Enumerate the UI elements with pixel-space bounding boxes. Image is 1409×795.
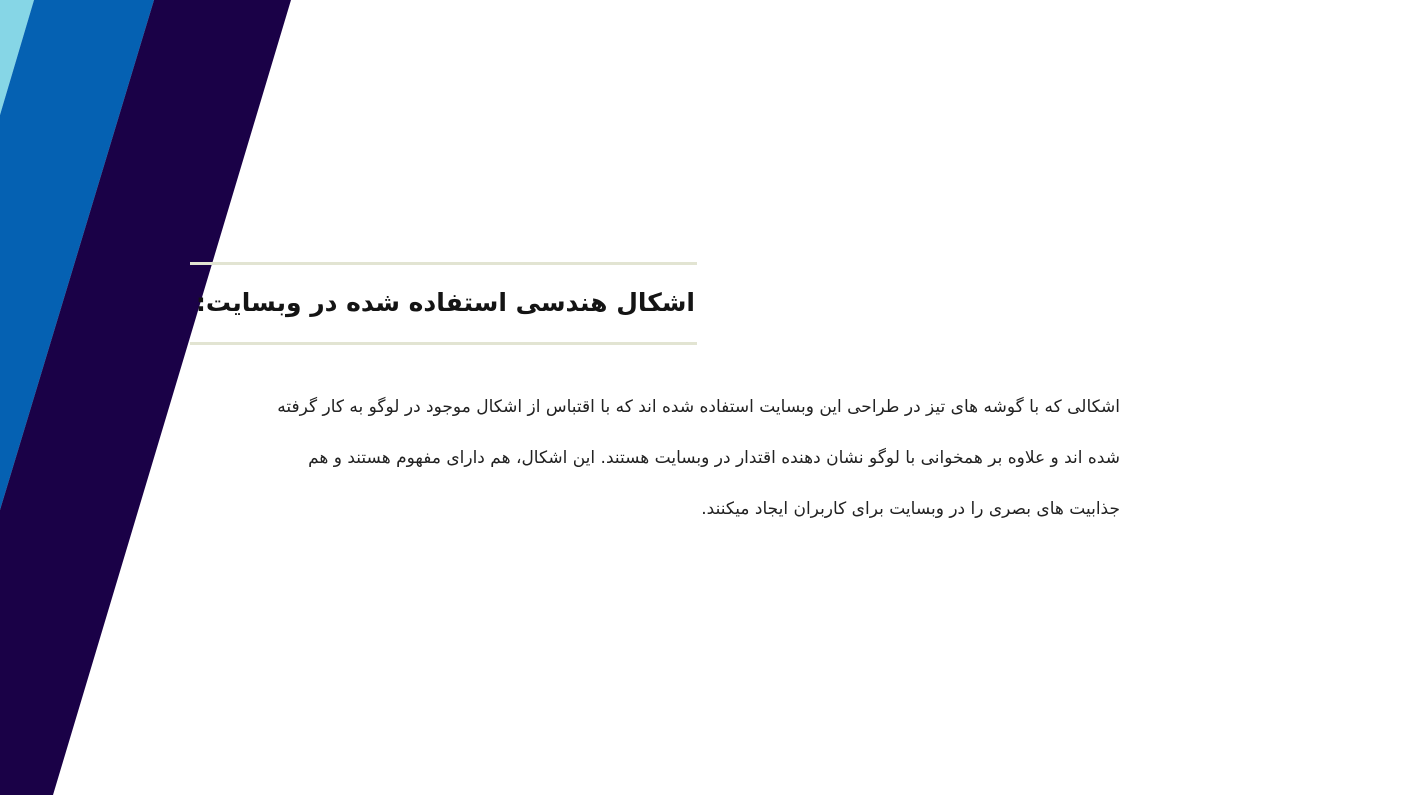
body-line: جذابیت های بصری را در وبسایت برای کاربران ایجاد میکنند. <box>701 499 1120 519</box>
body-line: شده اند و علاوه بر همخوانی با لوگو نشان دهنده اقتدار در وبسایت هستند. این اشکال، هم دارای مفهوم هستند و هم <box>308 448 1120 468</box>
title-bottom-rule <box>190 342 697 345</box>
body-line: اشکالی که با گوشه های تیز در طراحی این وبسایت استفاده شده اند که با اقتباس از اشکال موجود در لوگو به کار گرفته <box>277 397 1120 417</box>
body-paragraph <box>190 385 1120 538</box>
title-top-rule <box>190 262 697 265</box>
slide-title: اشکال هندسی استفاده شده در وبسایت: <box>195 288 695 317</box>
